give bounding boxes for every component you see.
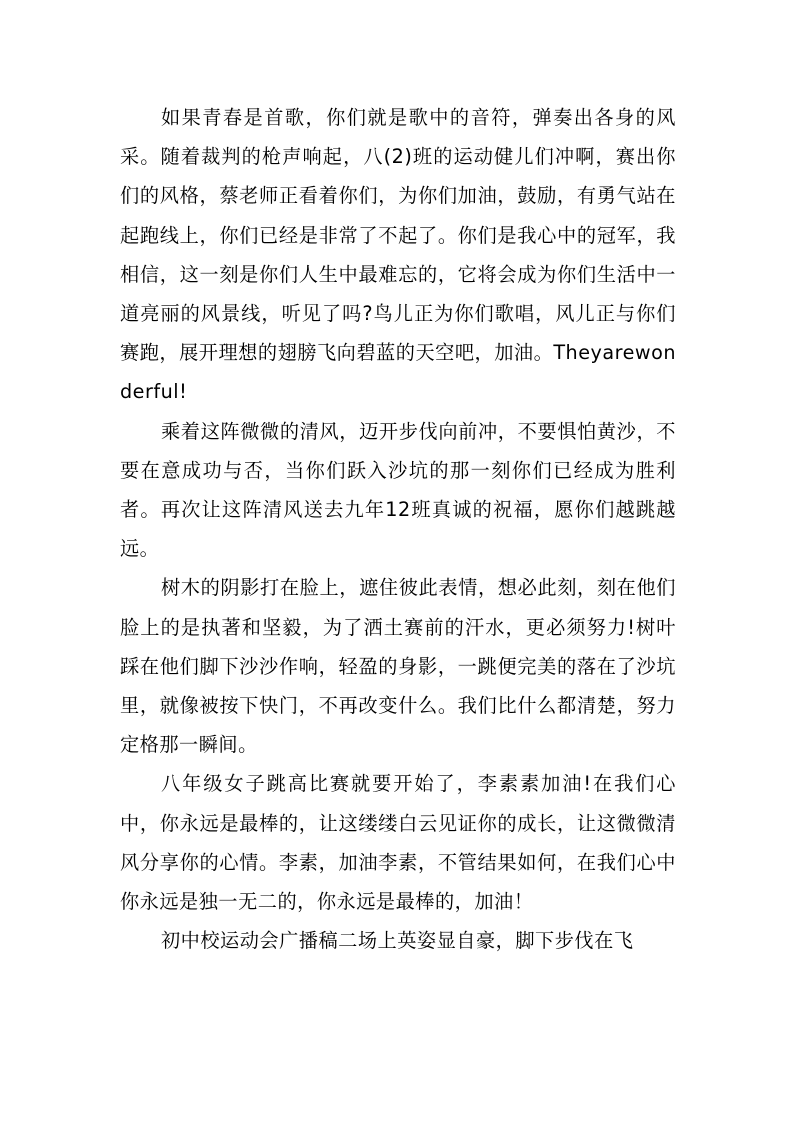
document-body: [120, 98, 676, 960]
paragraph-4: 八年级女子跳高比赛就要开始了，李素素加油!在我们心中，你永远是最棒的，让这缕缕白云见证你的成长，让这微微清风分享你的心情。李素，加油李素，不管结果如何，在我们心中你永远是独一无二的，你永远是最棒的，加油！: [120, 772, 676, 914]
paragraph-5: 初中校运动会广播稿二场上英姿显自豪，脚下步伐在飞: [161, 929, 634, 953]
paragraph-1: 如果青春是首歌，你们就是歌中的音符，弹奏出各身的风采。随着裁判的枪声响起，八(2)班的运动健儿们冲啊，赛出你们的风格，蔡老师正看着你们，为你们加油，鼓励，有勇气站在起跑线上，你们已经是非常了不起了。你们是我心中的冠军，我相信，这一刻是你们人生中最难忘的，它将会成为你们生活中一道亮丽的风景线，听见了吗?鸟儿正为你们歌唱，风儿正与你们赛跑，展开理想的翅膀飞向碧蓝的天空吧，加油。Theyarewonderful!: [120, 106, 676, 404]
paragraph-2: 乘着这阵微微的清风，迈开步伐向前冲，不要惧怕黄沙，不要在意成功与否，当你们跃入沙坑的那一刻你们已经成为胜利者。再次让这阵清风送去九年12班真诚的祝福，愿你们越跳越远。: [120, 419, 676, 561]
paragraph-3: 树木的阴影打在脸上，遮住彼此表情，想必此刻，刻在他们脸上的是执著和坚毅，为了洒土赛前的汗水，更必须努力!树叶踩在他们脚下沙沙作响，轻盈的身影，一跳便完美的落在了沙坑里，就像被按下快门，不再改变什么。我们比什么都清楚，努力定格那一瞬间。: [120, 576, 676, 757]
